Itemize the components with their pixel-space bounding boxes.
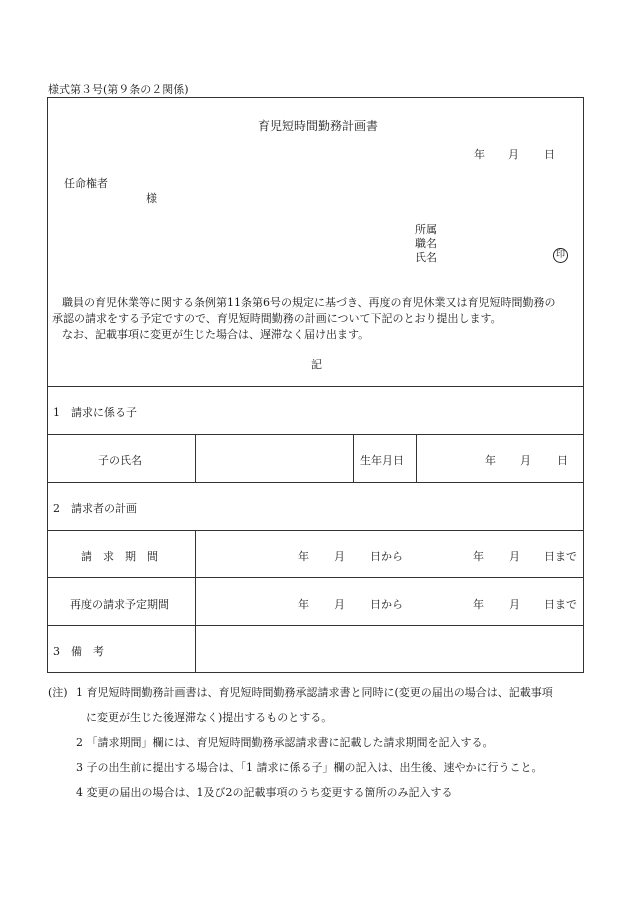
section-1-heading: 1 請求に係る子	[53, 406, 137, 419]
appointer-honorific: 様	[146, 192, 157, 205]
birth-day: 日	[557, 454, 568, 467]
document-title: 育児短時間勤務計画書	[258, 119, 379, 133]
period-from-year: 年	[298, 550, 309, 563]
period-from-day: 日から	[370, 550, 403, 563]
affiliation-label: 所属	[415, 223, 437, 236]
section-3-heading: 3 備 考	[53, 645, 104, 658]
date-day: 日	[544, 148, 555, 161]
note-1-line-1: 1 育児短時間勤務計画書は、育児短時間勤務承認請求書と同時に(変更の届出の場合は、記載事項	[76, 686, 553, 699]
reperiod-from-day: 日から	[370, 598, 403, 611]
date-month: 月	[508, 148, 519, 161]
note-2: 2 「請求期間」欄には、育児短時間勤務承認請求書に記載した請求期間を記入する。	[76, 736, 494, 749]
section-2-heading: 2 請求者の計画	[53, 502, 137, 515]
note-3: 3 子の出生前に提出する場合は、「1 請求に係る子」欄の記入は、出生後、速やかに行うこと。	[76, 761, 543, 774]
note-1-line-2: に変更が生じた後遅滞なく)提出するものとする。	[86, 711, 333, 724]
reperiod-from-month: 月	[334, 598, 345, 611]
job-title-label: 職名	[415, 237, 437, 250]
child-name-label: 子の氏名	[98, 454, 142, 467]
period-to-month: 月	[509, 550, 520, 563]
birth-date-label: 生年月日	[360, 454, 404, 467]
birth-year: 年	[485, 454, 496, 467]
form-label: 様式第３号(第９条の２関係)	[48, 83, 189, 96]
statement-line-2: 承認の請求をする予定ですので、育児短時間勤務の計画について下記のとおり提出します。	[52, 312, 502, 325]
seal-mark: 印	[553, 248, 568, 263]
period-to-year: 年	[473, 550, 484, 563]
reperiod-to-year: 年	[473, 598, 484, 611]
statement-line-1: 職員の育児休業等に関する条例第11条第6号の規定に基づき、再度の育児休業又は育児短時間勤務の	[62, 296, 556, 309]
request-period-label: 請 求 期 間	[81, 550, 158, 563]
reperiod-to-month: 月	[509, 598, 520, 611]
notes-prefix: (注)	[48, 686, 68, 699]
period-from-month: 月	[334, 550, 345, 563]
appointer-label: 任命権者	[64, 177, 108, 190]
period-to-day: 日まで	[544, 550, 577, 563]
reperiod-to-day: 日まで	[544, 598, 577, 611]
ki-heading: 記	[311, 358, 322, 371]
birth-month: 月	[520, 454, 531, 467]
note-4: 4 変更の届出の場合は、1及び2の記載事項のうち変更する箇所のみ記入する	[76, 786, 453, 799]
reperiod-from-year: 年	[298, 598, 309, 611]
re-request-period-label: 再度の請求予定期間	[70, 598, 169, 611]
name-label: 氏名	[415, 251, 437, 264]
date-year: 年	[474, 148, 485, 161]
statement-line-3: なお、記載事項に変更が生じた場合は、遅滞なく届け出ます。	[62, 328, 370, 341]
